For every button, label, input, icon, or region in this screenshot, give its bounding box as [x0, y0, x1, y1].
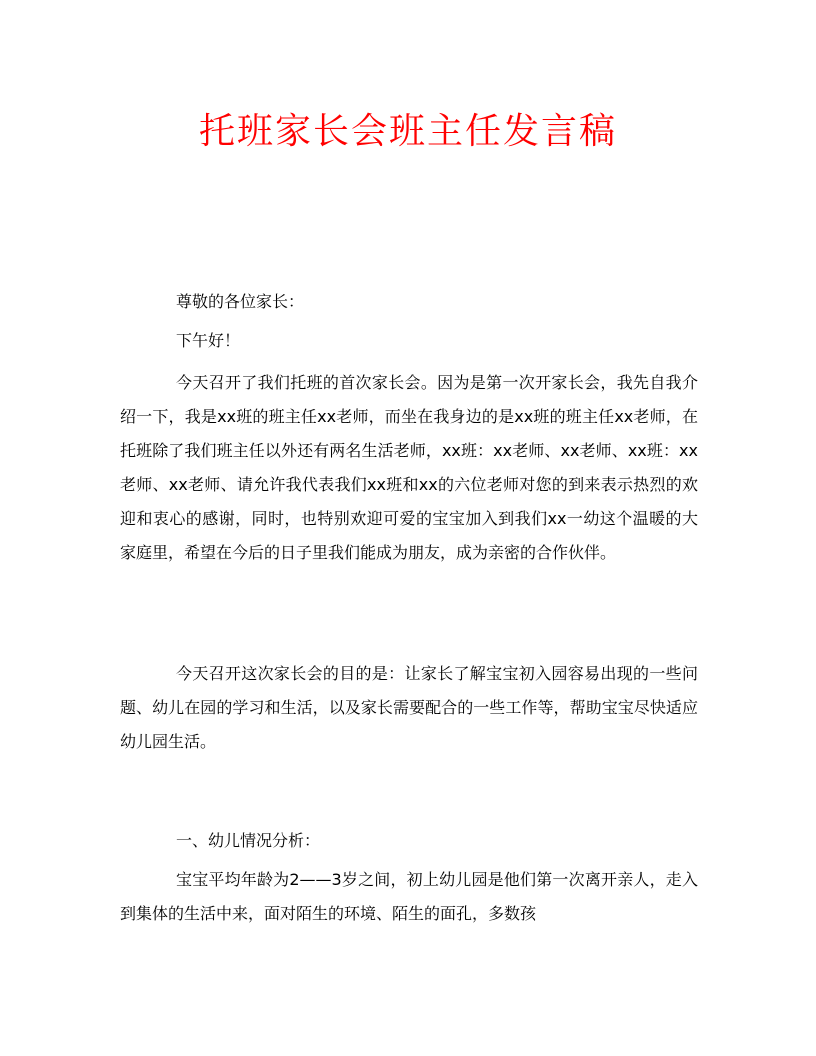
paragraph-purpose: 今天召开这次家长会的目的是：让家长了解宝宝初入园容易出现的一些问题、幼儿在园的学习和生活，以及家长需要配合的一些工作等，帮助宝宝尽快适应幼儿园生活。: [120, 664, 698, 751]
paragraph-child-analysis: 宝宝平均年龄为2——3岁之间，初上幼儿园是他们第一次离开亲人，走入到集体的生活中来，面对陌生的环境、陌生的面孔，多数孩: [120, 870, 698, 923]
document-title: 托班家长会班主任发言稿: [198, 111, 617, 152]
section-heading-child-analysis: 一、幼儿情况分析：: [176, 831, 321, 850]
greeting: 尊敬的各位家长：: [176, 292, 305, 311]
salutation: 下午好！: [176, 331, 241, 350]
paragraph-introduction: 今天召开了我们托班的首次家长会。因为是第一次开家长会，我先自我介绍一下，我是xx班的班主任xx老师，而坐在我身边的是xx班的班主任xx老师，在托班除了我们班主任以外还有两名生活老师，xx班：xx老师、xx老师、xx班：xx老师、xx老师、请允许我代表我们xx班和xx的六位老师对您的到来表示热烈的欢迎和衷心的感谢，同时，也特别欢迎可爱的宝宝加入到我们xx一幼这个温暖的大家庭里，希望在今后的日子里我们能成为朋友，成为亲密的合作伙伴。: [120, 373, 698, 562]
